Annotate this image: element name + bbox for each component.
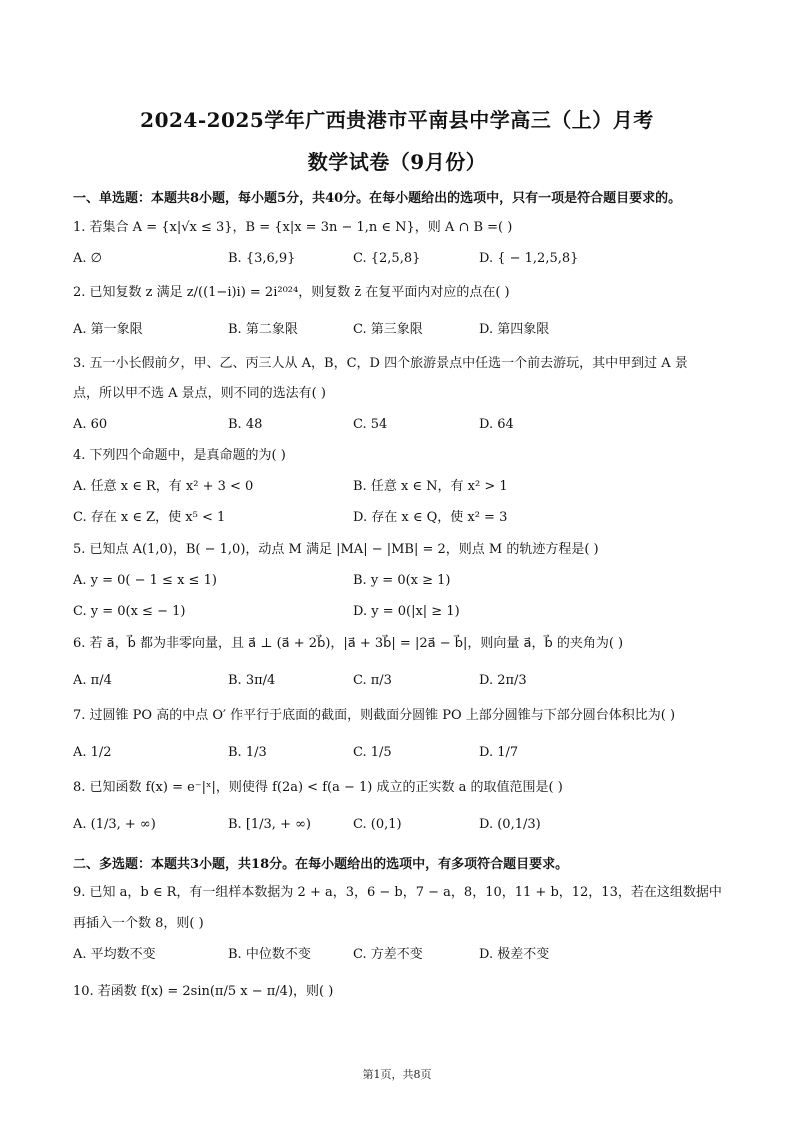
question-9-stem-line-1: 9. 已知 a，b ∈ R，有一组样本数据为 2 + a，3，6 − b，7 − a，8，10，11 + b，12，13，若在这组数据中 <box>73 885 722 900</box>
question-1-option-d: D. { − 1,2,5,8} <box>479 251 579 266</box>
question-4-option-c: C. 存在 x ∈ Z，使 x⁵ < 1 <box>73 510 226 525</box>
question-4-option-a: A. 任意 x ∈ R，有 x² + 3 < 0 <box>73 479 254 494</box>
page-footer: 第1页，共8页 <box>362 1068 432 1081</box>
question-8-option-d: D. (0,1/3) <box>479 817 541 832</box>
question-1-option-a: A. ∅ <box>73 251 102 266</box>
question-5-option-c: C. y = 0(x ≤ − 1) <box>73 604 186 619</box>
section-heading-single-choice: 一、单选题：本题共8小题，每小题5分，共40分。在每小题给出的选项中，只有一项是符合题目要求的。 <box>73 191 682 206</box>
question-2-option-d: D. 第四象限 <box>479 322 550 337</box>
question-7-option-a: A. 1/2 <box>73 745 112 760</box>
question-6-stem: 6. 若 a⃗，b⃗ 都为非零向量，且 a⃗ ⊥ (a⃗ + 2b⃗)，|a⃗ + 3b⃗| = |2a⃗ − b⃗|，则向量 a⃗，b⃗ 的夹角为( ) <box>73 636 624 651</box>
question-8-option-c: C. (0,1) <box>353 817 402 832</box>
question-6-option-b: B. 3π/4 <box>228 673 276 688</box>
question-2-option-c: C. 第三象限 <box>353 322 423 337</box>
question-8-stem: 8. 已知函数 f(x) = e⁻|ˣ|，则使得 f(2a) < f(a − 1) 成立的正实数 a 的取值范围是( ) <box>73 780 563 795</box>
question-6-option-d: D. 2π/3 <box>479 673 527 688</box>
question-6-option-a: A. π/4 <box>73 673 112 688</box>
question-5-option-a: A. y = 0( − 1 ≤ x ≤ 1) <box>73 573 217 588</box>
question-2-option-b: B. 第二象限 <box>228 322 298 337</box>
question-7-option-b: B. 1/3 <box>228 745 267 760</box>
question-2-option-a: A. 第一象限 <box>73 322 143 337</box>
question-9-option-c: C. 方差不变 <box>353 947 423 962</box>
question-9-stem-line-2: 再插入一个数 8，则( ) <box>73 916 204 931</box>
question-4-option-d: D. 存在 x ∈ Q，使 x² = 3 <box>353 510 508 525</box>
question-1-option-b: B. {3,6,9} <box>228 251 296 266</box>
question-1-stem: 1. 若集合 A = {x|√x ≤ 3}，B = {x|x = 3n − 1,n ∈ N}，则 A ∩ B =( ) <box>73 220 513 235</box>
page-subtitle: 数学试卷（9月份） <box>307 150 487 174</box>
question-3-option-c: C. 54 <box>353 417 388 432</box>
question-7-stem: 7. 过圆锥 PO 高的中点 O′ 作平行于底面的截面，则截面分圆锥 PO 上部分圆锥与下部分圆台体积比为( ) <box>73 708 676 723</box>
question-10-stem: 10. 若函数 f(x) = 2sin(π/5 x − π/4)，则( ) <box>73 984 334 999</box>
question-3-option-d: D. 64 <box>479 417 514 432</box>
question-4-option-b: B. 任意 x ∈ N，有 x² > 1 <box>353 479 508 494</box>
page-title: 2024-2025学年广西贵港市平南县中学高三（上）月考 <box>140 108 654 132</box>
question-3-stem-line-1: 3. 五一小长假前夕，甲、乙、丙三人从 A，B，C，D 四个旅游景点中任选一个前去游玩，其中甲到过 A 景 <box>73 356 688 371</box>
question-5-option-b: B. y = 0(x ≥ 1) <box>353 573 451 588</box>
question-7-option-c: C. 1/5 <box>353 745 392 760</box>
question-9-option-b: B. 中位数不变 <box>228 947 311 962</box>
question-5-option-d: D. y = 0(|x| ≥ 1) <box>353 604 460 619</box>
question-9-option-d: D. 极差不变 <box>479 947 550 962</box>
question-6-option-c: C. π/3 <box>353 673 392 688</box>
question-8-option-a: A. (1/3, + ∞) <box>73 817 156 832</box>
section-heading-multiple-choice: 二、多选题：本题共3小题，共18分。在每小题给出的选项中，有多项符合题目要求。 <box>73 857 569 872</box>
question-7-option-d: D. 1/7 <box>479 745 519 760</box>
question-3-stem-line-2: 点，所以甲不选 A 景点，则不同的选法有( ) <box>73 386 326 401</box>
question-1-option-c: C. {2,5,8} <box>353 251 421 266</box>
question-5-stem: 5. 已知点 A(1,0)，B( − 1,0)，动点 M 满足 |MA| − |MB| = 2，则点 M 的轨迹方程是( ) <box>73 542 599 557</box>
question-4-stem: 4. 下列四个命题中，是真命题的为( ) <box>73 448 286 463</box>
question-3-option-b: B. 48 <box>228 417 263 432</box>
question-9-option-a: A. 平均数不变 <box>73 947 156 962</box>
question-8-option-b: B. [1/3, + ∞) <box>228 817 312 832</box>
question-2-stem: 2. 已知复数 z 满足 z/((1−i)i) = 2i²⁰²⁴，则复数 z̄ 在复平面内对应的点在( ) <box>73 285 510 300</box>
question-3-option-a: A. 60 <box>73 417 108 432</box>
